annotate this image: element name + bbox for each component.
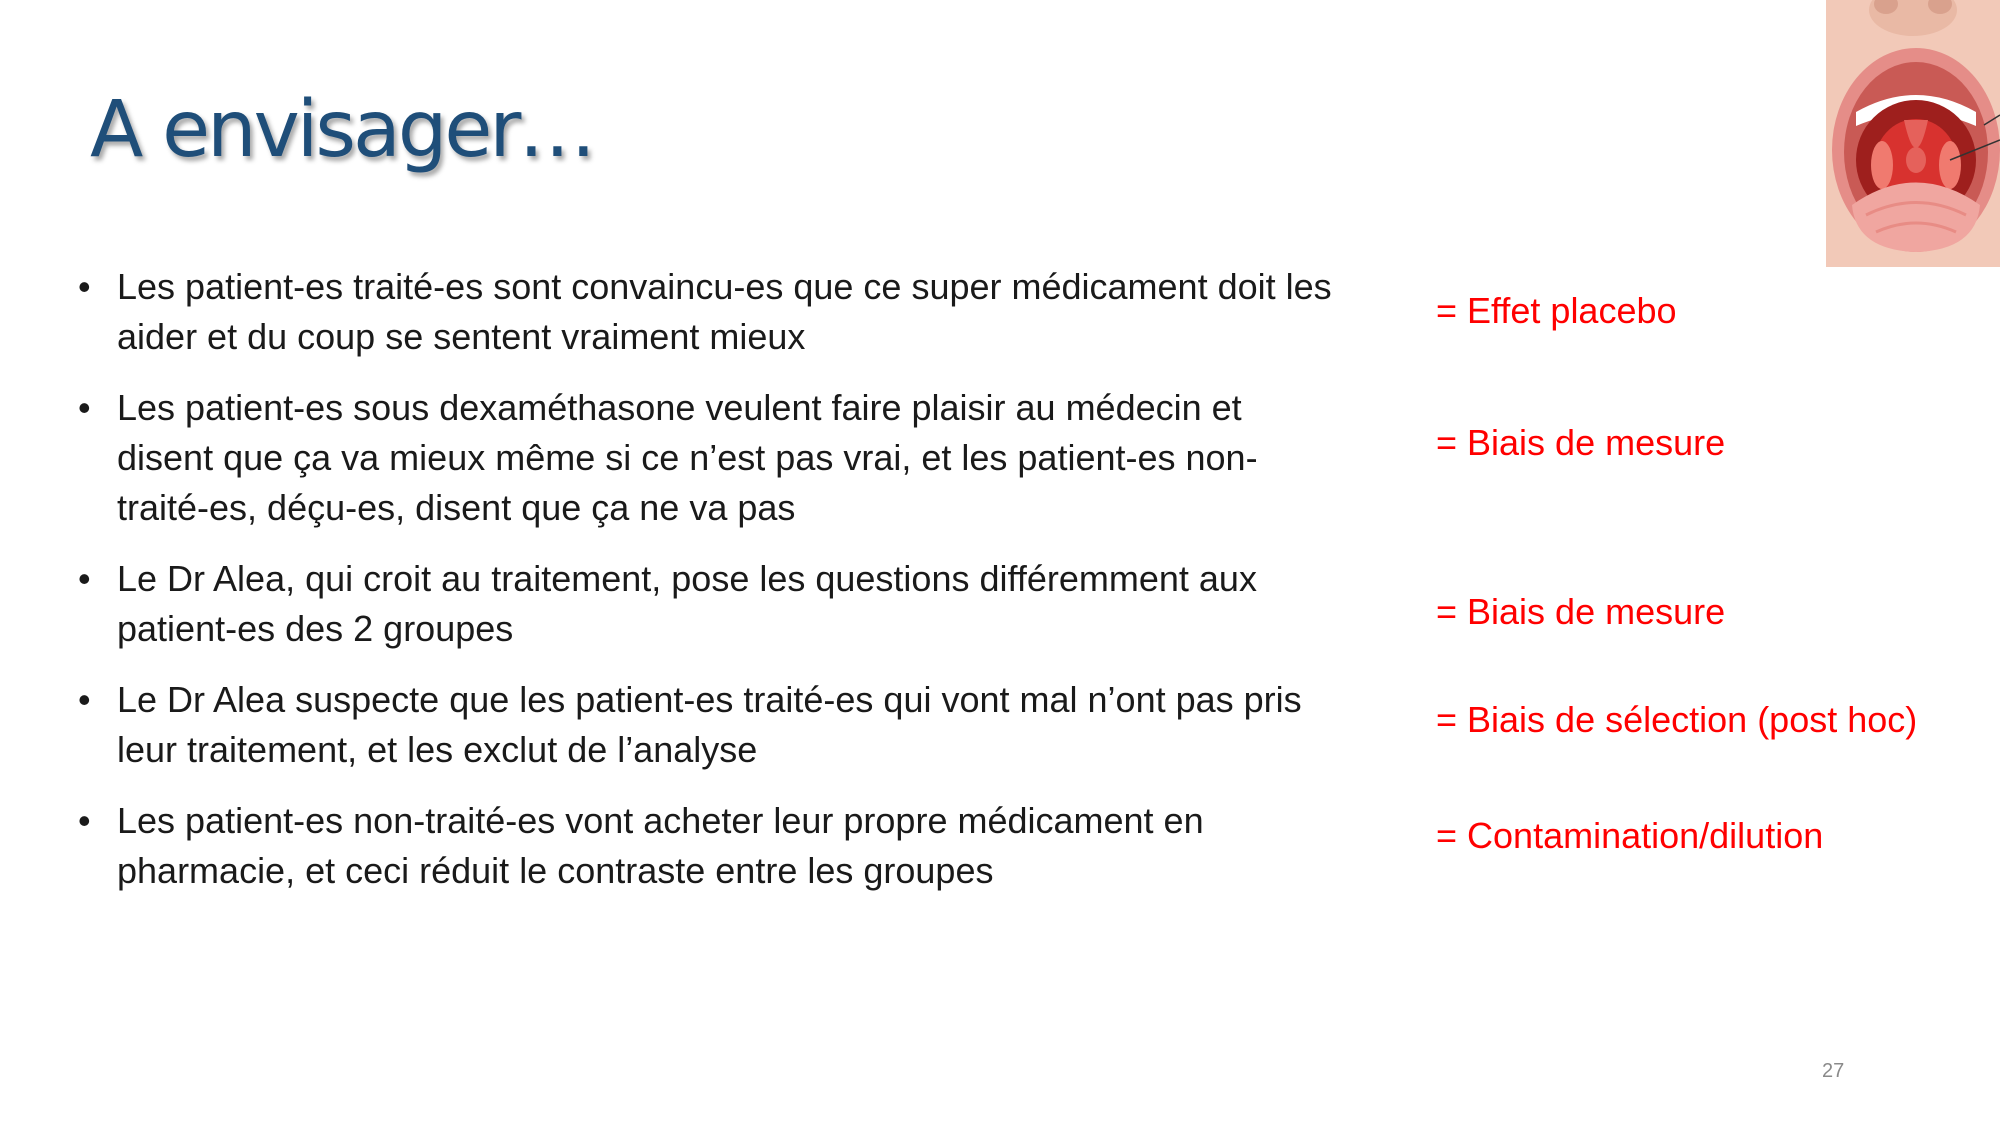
bullet-dot-icon: • (78, 387, 91, 428)
bullet-item (78, 675, 1338, 775)
bullet-text: Les patient-es traité-es sont convaincu-es que ce super médicament doit les aider et du coup se sentent vraiment mieux (117, 266, 1332, 357)
bullet-dot-icon: • (78, 558, 91, 599)
throat-illustration-icon (1826, 0, 2000, 267)
bullet-item (78, 554, 1338, 654)
page-number: 27 (1822, 1060, 1845, 1082)
bullet-item (78, 383, 1338, 533)
bullet-dot-icon: • (78, 800, 91, 841)
bullet-dot-icon: • (78, 266, 91, 307)
slide-title: A envisager… (90, 85, 594, 175)
bullet-list (78, 262, 1338, 917)
answer-contamination: = Contamination/dilution (1436, 815, 1824, 856)
answer-biais-de-mesure-2: = Biais de mesure (1436, 591, 1726, 632)
answer-biais-de-selection: = Biais de sélection (post hoc) (1436, 699, 1918, 740)
answer-biais-de-mesure-1: = Biais de mesure (1436, 422, 1726, 463)
answer-effet-placebo: = Effet placebo (1436, 290, 1677, 331)
bullet-text: Le Dr Alea, qui croit au traitement, pose les questions différemment aux patient-es des 2 groupes (117, 558, 1257, 649)
bullet-text: Les patient-es sous dexaméthasone veulent faire plaisir au médecin et disent que ça va mieux même si ce n’est pas vrai, et les patient-es non-traité-es, déçu-es, disent que ça ne va pas (117, 387, 1258, 528)
bullet-item (78, 262, 1338, 362)
bullet-dot-icon: • (78, 679, 91, 720)
bullet-item (78, 796, 1338, 896)
bullet-text: Le Dr Alea suspecte que les patient-es traité-es qui vont mal n’ont pas pris leur traitement, et les exclut de l’analyse (117, 679, 1302, 770)
bullet-text: Les patient-es non-traité-es vont acheter leur propre médicament en pharmacie, et ceci réduit le contraste entre les groupes (117, 800, 1204, 891)
